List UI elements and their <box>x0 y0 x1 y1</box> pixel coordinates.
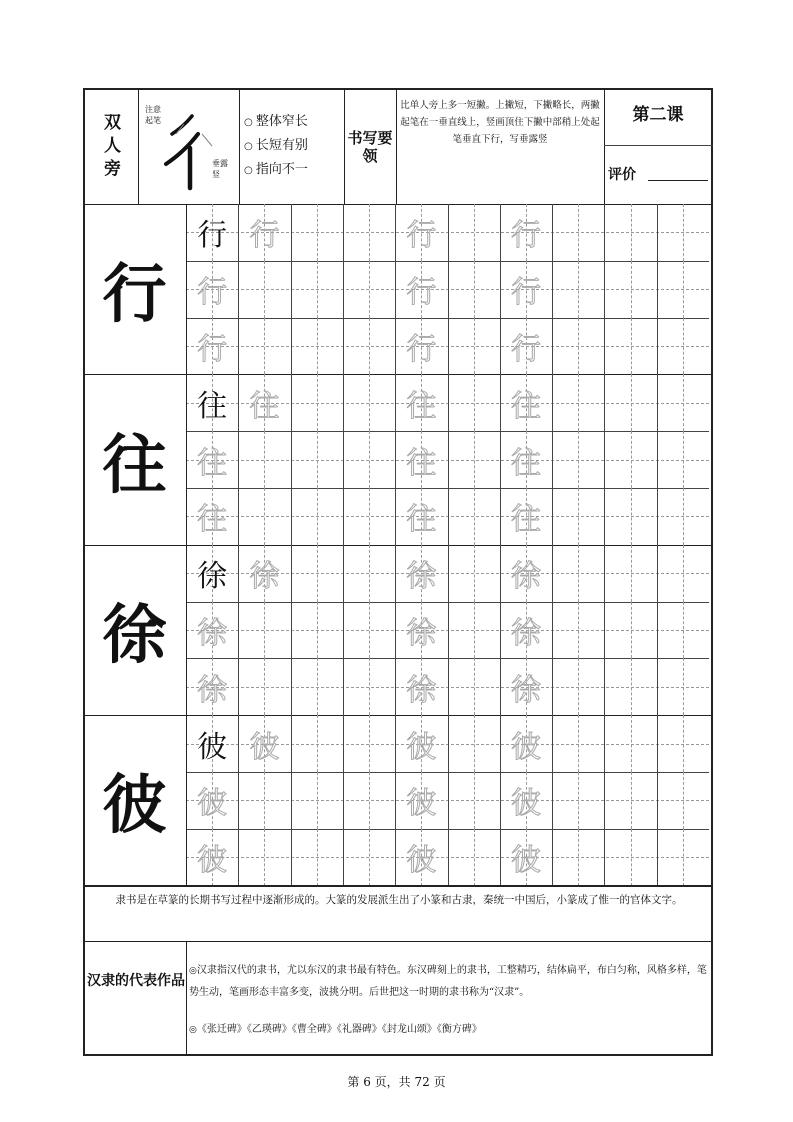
practice-cell[interactable] <box>448 658 500 715</box>
trace-character: 往 <box>197 445 228 481</box>
practice-cell[interactable] <box>291 602 343 659</box>
practice-cell[interactable] <box>448 261 500 318</box>
practice-cell[interactable] <box>604 715 656 772</box>
trace-character: 行 <box>197 275 228 311</box>
practice-cell[interactable] <box>657 261 709 318</box>
lesson-title: 第二课 <box>632 105 684 125</box>
model-character: 行 <box>197 218 228 254</box>
practice-cell[interactable] <box>604 374 656 431</box>
practice-cell[interactable] <box>657 829 709 886</box>
col-divider <box>291 204 292 886</box>
works-list-text: 《张迁碑》《乙瑛碑》《曹全碑》《礼器碑》《封龙山颂》《衡方碑》 <box>196 1024 482 1035</box>
col-divider <box>604 204 605 886</box>
practice-cell[interactable] <box>186 431 238 488</box>
practice-cell[interactable] <box>448 772 500 829</box>
trace-character: 徐 <box>510 559 541 595</box>
practice-cell[interactable] <box>395 772 447 829</box>
practice-cell[interactable] <box>186 318 238 375</box>
practice-cell[interactable] <box>604 772 656 829</box>
trace-character: 彼 <box>406 843 437 879</box>
practice-cell[interactable] <box>291 374 343 431</box>
demo-col-divider <box>186 204 187 886</box>
practice-cell[interactable] <box>448 488 500 545</box>
works-label <box>86 970 186 992</box>
practice-cell[interactable] <box>448 602 500 659</box>
stroke-note-right: 垂露竖 <box>212 159 228 179</box>
practice-cell[interactable] <box>552 431 604 488</box>
practice-cell[interactable] <box>395 715 447 772</box>
practice-cell[interactable] <box>291 431 343 488</box>
trace-character: 行 <box>406 275 437 311</box>
practice-cell[interactable] <box>604 602 656 659</box>
practice-cell[interactable] <box>291 488 343 545</box>
practice-cell[interactable] <box>186 204 238 261</box>
practice-cell[interactable] <box>291 658 343 715</box>
practice-cell[interactable] <box>657 658 709 715</box>
practice-cell[interactable] <box>657 488 709 545</box>
practice-cell[interactable] <box>395 602 447 659</box>
practice-cell[interactable] <box>238 318 290 375</box>
trace-character: 往 <box>510 388 541 424</box>
practice-cell[interactable] <box>552 318 604 375</box>
practice-cell[interactable] <box>238 261 290 318</box>
stroke-note-left: 注意起笔 <box>145 105 161 125</box>
practice-cell[interactable] <box>343 602 395 659</box>
practice-cell[interactable] <box>448 431 500 488</box>
practice-cell[interactable] <box>186 488 238 545</box>
works-description: ◎汉隶指汉代的隶书，尤以东汉的隶书最有特色。东汉碑刻上的隶书，工整精巧，结体扁平，布白匀称，风格多样，笔势生动，笔画形态丰富多变，波挑分明。后世把这一时期的隶书称为“汉隶”。 <box>189 965 707 998</box>
practice-cell[interactable] <box>186 602 238 659</box>
practice-cell[interactable] <box>343 488 395 545</box>
trace-character: 行 <box>510 218 541 254</box>
demo-character <box>83 545 186 715</box>
practice-cell[interactable] <box>343 829 395 886</box>
practice-cell[interactable] <box>552 204 604 261</box>
practice-cell[interactable] <box>343 374 395 431</box>
practice-cell[interactable] <box>343 261 395 318</box>
practice-cell[interactable] <box>186 658 238 715</box>
radical-stroke-diagram <box>162 104 222 194</box>
practice-cell[interactable] <box>500 261 552 318</box>
practice-cell[interactable] <box>395 658 447 715</box>
practice-cell[interactable] <box>291 261 343 318</box>
practice-cell[interactable] <box>657 374 709 431</box>
key-points-text: 比单人旁上多一短撇。上撇短，下撇略长，两撇起笔在一垂直线上，竖画顶住下撇中部稍上处起笔垂直下行，写垂露竖 <box>400 100 600 145</box>
trace-character: 彼 <box>197 843 228 879</box>
history-info: 隶书是在草篆的长期书写过程中逐渐形成的。大篆的发展派生出了小篆和古隶，秦统一中国后，小篆成了惟一的官体文字。 <box>115 894 683 906</box>
practice-cell[interactable] <box>657 431 709 488</box>
practice-cell[interactable] <box>291 318 343 375</box>
practice-cell[interactable] <box>238 374 290 431</box>
trace-character: 彼 <box>406 786 437 822</box>
practice-cell[interactable] <box>657 318 709 375</box>
trace-character: 徐 <box>197 615 228 651</box>
practice-cell[interactable] <box>395 374 447 431</box>
practice-cell[interactable] <box>395 431 447 488</box>
practice-cell[interactable] <box>552 772 604 829</box>
practice-cell[interactable] <box>448 715 500 772</box>
practice-cell[interactable] <box>552 658 604 715</box>
col-divider <box>657 204 658 886</box>
practice-cell[interactable] <box>604 658 656 715</box>
practice-cell[interactable] <box>500 658 552 715</box>
practice-cell[interactable] <box>238 431 290 488</box>
practice-cell[interactable] <box>604 318 656 375</box>
practice-cell[interactable] <box>552 602 604 659</box>
header-col-divider <box>239 88 240 204</box>
practice-cell[interactable] <box>395 488 447 545</box>
practice-cell[interactable] <box>395 545 447 602</box>
practice-cell[interactable] <box>291 545 343 602</box>
demo-character <box>83 374 186 544</box>
practice-cell[interactable] <box>604 545 656 602</box>
trace-character: 徐 <box>406 672 437 708</box>
practice-cell[interactable] <box>291 772 343 829</box>
practice-cell[interactable] <box>604 204 656 261</box>
practice-cell[interactable] <box>500 829 552 886</box>
demo-character <box>83 204 186 374</box>
trace-character: 往 <box>510 445 541 481</box>
practice-cell[interactable] <box>291 204 343 261</box>
col-divider <box>552 204 553 886</box>
practice-cell[interactable] <box>552 829 604 886</box>
demo-character-glyph: 彼 <box>102 768 167 844</box>
practice-cell[interactable] <box>291 829 343 886</box>
practice-cell[interactable] <box>448 545 500 602</box>
practice-cell[interactable] <box>238 488 290 545</box>
practice-cell[interactable] <box>552 261 604 318</box>
trace-character: 徐 <box>510 672 541 708</box>
trace-character: 往 <box>406 445 437 481</box>
tip-item: ○ 长短有别 <box>244 134 344 158</box>
model-character: 彼 <box>197 729 228 765</box>
rating-blank[interactable] <box>648 180 708 181</box>
practice-cell[interactable] <box>448 318 500 375</box>
practice-cell[interactable] <box>395 318 447 375</box>
practice-cell[interactable] <box>343 318 395 375</box>
trace-character: 往 <box>406 502 437 538</box>
trace-character: 彼 <box>510 843 541 879</box>
trace-character: 行 <box>510 275 541 311</box>
header-col-divider <box>396 88 397 204</box>
lesson-divider <box>604 145 713 146</box>
trace-character: 往 <box>406 388 437 424</box>
col-divider <box>500 204 501 886</box>
practice-cell[interactable] <box>604 431 656 488</box>
demo-character <box>83 715 186 885</box>
trace-character: 徐 <box>406 559 437 595</box>
practice-cell[interactable] <box>657 772 709 829</box>
trace-character: 行 <box>406 218 437 254</box>
info-divider <box>83 941 713 942</box>
practice-cell[interactable] <box>604 261 656 318</box>
practice-cell[interactable] <box>657 545 709 602</box>
practice-cell[interactable] <box>238 602 290 659</box>
trace-character: 往 <box>197 502 228 538</box>
practice-cell[interactable] <box>186 374 238 431</box>
practice-cell[interactable] <box>238 658 290 715</box>
practice-cell[interactable] <box>500 772 552 829</box>
practice-cell[interactable] <box>448 374 500 431</box>
practice-cell[interactable] <box>343 715 395 772</box>
practice-cell[interactable] <box>238 829 290 886</box>
works-label-text: 汉隶的代表作品 <box>87 973 185 989</box>
practice-cell[interactable] <box>500 545 552 602</box>
works-col-divider <box>186 941 187 1056</box>
practice-cell[interactable] <box>552 488 604 545</box>
practice-cell[interactable] <box>657 602 709 659</box>
practice-cell[interactable] <box>395 829 447 886</box>
practice-cell[interactable] <box>500 318 552 375</box>
practice-cell[interactable] <box>395 204 447 261</box>
practice-cell[interactable] <box>186 715 238 772</box>
tip-item: ○ 整体窄长 <box>244 110 344 134</box>
model-character: 徐 <box>197 559 228 595</box>
trace-character: 彼 <box>406 729 437 765</box>
practice-cell[interactable] <box>343 545 395 602</box>
trace-character: 行 <box>197 331 228 367</box>
practice-cell[interactable] <box>291 715 343 772</box>
practice-cell[interactable] <box>552 715 604 772</box>
practice-cell[interactable] <box>395 261 447 318</box>
demo-character-glyph: 往 <box>102 427 167 503</box>
practice-cell[interactable] <box>238 772 290 829</box>
trace-character: 徐 <box>249 559 280 595</box>
trace-character: 行 <box>510 331 541 367</box>
practice-cell[interactable] <box>186 545 238 602</box>
works-list: ◎《张迁碑》《乙瑛碑》《曹全碑》《礼器碑》《封龙山颂》《衡方碑》 <box>189 1024 482 1035</box>
trace-character: 往 <box>510 502 541 538</box>
practice-cell[interactable] <box>448 829 500 886</box>
trace-character: 往 <box>249 388 280 424</box>
practice-cell[interactable] <box>238 204 290 261</box>
practice-cell[interactable] <box>186 829 238 886</box>
trace-character: 彼 <box>510 786 541 822</box>
radical-name: 双人旁 <box>100 112 120 182</box>
practice-cell[interactable] <box>186 772 238 829</box>
trace-character: 徐 <box>197 672 228 708</box>
header-col-divider <box>138 88 139 204</box>
demo-character-glyph: 行 <box>102 257 167 333</box>
col-divider <box>238 204 239 886</box>
practice-cell[interactable] <box>448 204 500 261</box>
practice-cell[interactable] <box>500 204 552 261</box>
tips-list <box>244 110 344 182</box>
col-divider <box>448 204 449 886</box>
practice-cell[interactable] <box>552 545 604 602</box>
trace-character: 徐 <box>406 615 437 651</box>
grid-bottom-line <box>83 885 713 886</box>
trace-character: 彼 <box>510 729 541 765</box>
practice-cell[interactable] <box>500 431 552 488</box>
radical-title <box>83 90 138 204</box>
rating-label: 评价 <box>608 167 636 183</box>
trace-character: 彼 <box>197 786 228 822</box>
practice-cell[interactable] <box>343 658 395 715</box>
practice-cell[interactable] <box>552 374 604 431</box>
model-character: 往 <box>197 388 228 424</box>
practice-cell[interactable] <box>657 715 709 772</box>
trace-character: 彼 <box>249 729 280 765</box>
practice-cell[interactable] <box>343 431 395 488</box>
page-footer: 第 6 页，共 72 页 <box>347 1075 446 1089</box>
practice-cell[interactable] <box>657 204 709 261</box>
demo-character-glyph: 徐 <box>102 597 167 673</box>
works-description-text: 汉隶指汉代的隶书，尤以东汉的隶书最有特色。东汉碑刻上的隶书，工整精巧，结体扁平，布白匀称，风格多样，笔势生动，笔画形态丰富多变，波挑分明。后世把这一时期的隶书称为“汉隶”。 <box>189 965 707 998</box>
col-divider <box>395 204 396 886</box>
practice-cell[interactable] <box>500 602 552 659</box>
trace-character: 行 <box>249 218 280 254</box>
practice-cell[interactable] <box>186 261 238 318</box>
practice-cell[interactable] <box>500 715 552 772</box>
col-divider <box>343 204 344 886</box>
practice-cell[interactable] <box>343 772 395 829</box>
practice-cell[interactable] <box>500 374 552 431</box>
tip-item: ○ 指向不一 <box>244 158 344 182</box>
trace-character: 行 <box>406 331 437 367</box>
practice-cell[interactable] <box>238 715 290 772</box>
trace-character: 徐 <box>510 615 541 651</box>
practice-cell[interactable] <box>604 829 656 886</box>
practice-cell[interactable] <box>343 204 395 261</box>
practice-cell[interactable] <box>238 545 290 602</box>
practice-cell[interactable] <box>500 488 552 545</box>
practice-cell[interactable] <box>604 488 656 545</box>
key-points-label: 书写要领 <box>347 129 393 165</box>
